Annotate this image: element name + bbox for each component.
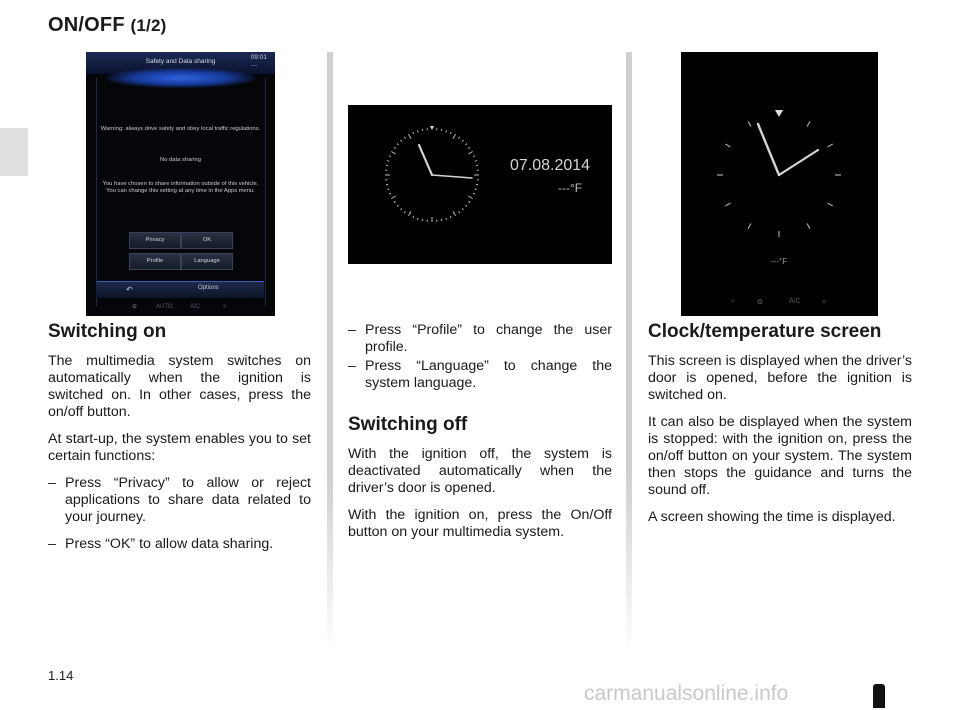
- climate-bar: [86, 300, 275, 316]
- language-button[interactable]: Language: [181, 253, 233, 270]
- paragraph: With the ignition on, press the On/Off button on your multimedia system.: [348, 507, 612, 540]
- fan-icon: ✿: [132, 304, 138, 310]
- fan-icon: ✿: [757, 299, 763, 306]
- analog-clock-icon: [382, 125, 482, 225]
- options-button[interactable]: Options: [198, 285, 219, 291]
- recirculation-icon: ⚛: [222, 304, 228, 310]
- section-tab: [0, 128, 28, 176]
- list-item: – Press “Language” to change the system language.: [348, 358, 612, 391]
- ok-button[interactable]: OK: [181, 232, 233, 249]
- heading-switching-on: Switching on: [48, 321, 167, 342]
- screen-clock: 09:01: [250, 54, 267, 61]
- ac-label: A/C: [789, 298, 801, 305]
- list-item: – Press “OK” to allow data sharing.: [48, 536, 274, 552]
- column-divider-2: [626, 52, 632, 652]
- screen-header-title: Safety and Data sharing: [145, 58, 216, 65]
- paragraph: This screen is displayed when the driver’s door is opened, before the ignition is switched on.: [648, 353, 912, 403]
- temperature-display: ---°F: [771, 257, 788, 266]
- paragraph: With the ignition off, the system is deactivated automatically when the driver’s door is opened.: [348, 446, 612, 496]
- watermark: carmanualsonline.info: [584, 682, 789, 705]
- list-item: – Press “Privacy” to allow or reject applications to share data related to your journey.: [48, 475, 311, 525]
- clock-temperature-screen: [681, 52, 878, 316]
- auto-label: AUTO: [156, 304, 173, 310]
- date-display: 07.08.2014: [510, 157, 591, 174]
- page-title-part: (1/2): [130, 16, 167, 35]
- paragraph: The multimedia system switches on automatically when the ignition is switched on. In other cases, press the on/off button.: [48, 353, 311, 420]
- sharing-info-text: You have chosen to share information outside of this vehicle. You can change this setting at any time in the Apps menu.: [102, 181, 259, 194]
- column-divider-1: [327, 52, 333, 652]
- column-switching-off: [348, 322, 612, 551]
- screen-time: [251, 54, 267, 68]
- column-switching-on: [48, 321, 311, 563]
- list-item: – Press “Profile” to change the user profile.: [348, 322, 612, 355]
- column-clock-temperature: [648, 321, 912, 536]
- no-sharing-text: No data sharing: [160, 157, 201, 163]
- ac-label: A/C: [190, 304, 201, 310]
- seat-heating-icon: ≈: [731, 298, 735, 305]
- large-analog-clock-icon: [714, 110, 844, 240]
- back-icon[interactable]: ↶: [126, 285, 133, 294]
- clock-date-screen: [348, 105, 612, 264]
- temperature-display: ---°F: [558, 181, 583, 195]
- heading-switching-off: Switching off: [348, 414, 468, 435]
- heading-clock-temperature: Clock/temperature screen: [648, 321, 882, 342]
- recirculation-icon: ⚛: [821, 299, 828, 306]
- signal-indicator: ....: [250, 61, 258, 68]
- paragraph: A screen showing the time is displayed.: [648, 509, 896, 525]
- safety-data-sharing-screen: [86, 52, 275, 316]
- page-corner-mark: [873, 684, 885, 708]
- profile-button[interactable]: Profile: [129, 253, 181, 270]
- warning-text: Warning: always drive safely and obey local traffic regulations.: [100, 126, 261, 132]
- screen-bottom-bar: [96, 281, 264, 298]
- paragraph: It can also be displayed when the system is stopped: with the ignition on, press the on/off button on your system. The system then stops the guidance and turns the sound off.: [648, 414, 912, 498]
- paragraph: At start-up, the system enables you to set certain functions:: [48, 431, 311, 464]
- page-number: 1.14: [48, 668, 74, 683]
- privacy-button[interactable]: Privacy: [129, 232, 181, 249]
- page-title: ON/OFF (1/2): [48, 14, 167, 36]
